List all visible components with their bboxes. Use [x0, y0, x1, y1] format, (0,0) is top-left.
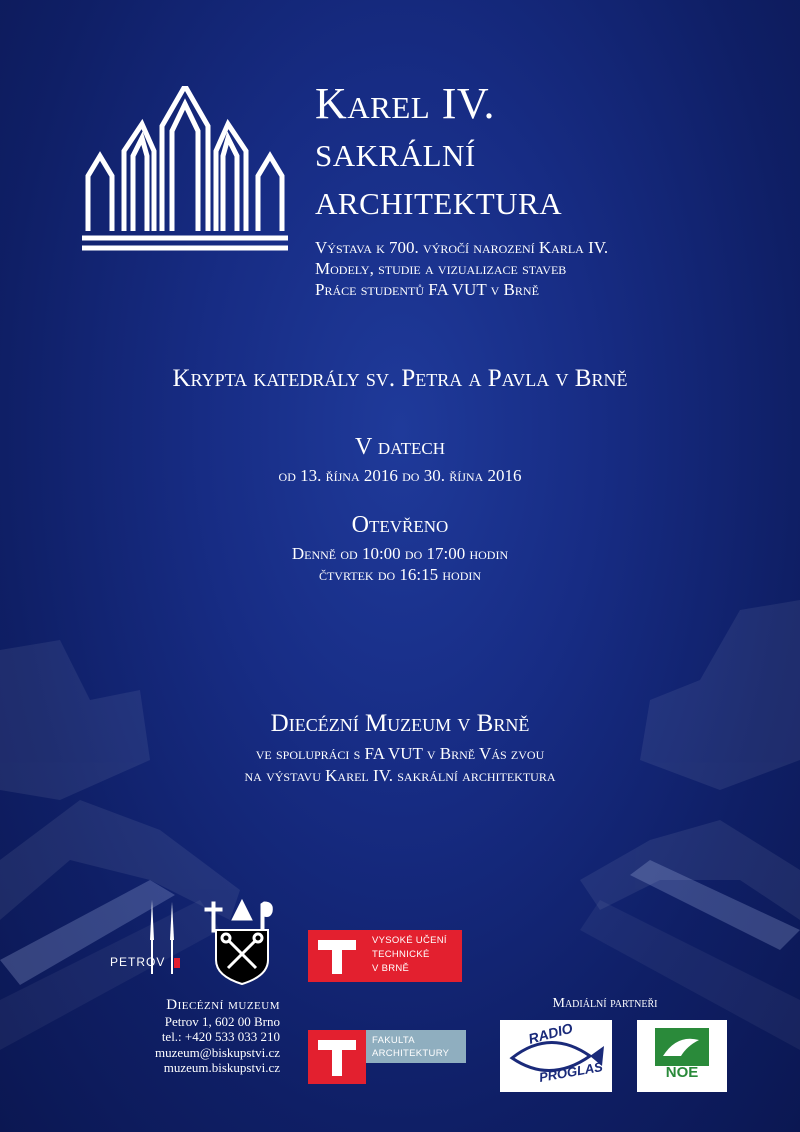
contact-website[interactable]: muzeum.biskupstvi.cz — [163, 1060, 280, 1075]
subtitle-line-3: Práce studentů FA VUT v Brně — [315, 280, 539, 299]
contact-name: Diecézní muzeum — [166, 997, 280, 1013]
noe-dove-icon — [637, 1020, 727, 1092]
bishop-coat-of-arms-icon — [202, 896, 282, 986]
subtitle-line-1: Výstava k 700. výročí narození Karla IV. — [315, 238, 609, 257]
noe-logo-text: NOE — [665, 1064, 699, 1081]
radio-logo-text: RADIO — [526, 1020, 575, 1047]
museum-contact-block — [80, 998, 280, 1076]
radio-proglas-logo — [500, 1020, 612, 1092]
contact-address: Petrov 1, 602 00 Brno — [164, 1013, 280, 1029]
fa-t-logo-icon — [308, 1030, 366, 1084]
invitation-line-2: na výstavu Karel IV. sakrální architektura — [244, 766, 556, 785]
venue-heading: Krypta katedrály sv. Petra a Pavla v Brně — [172, 365, 628, 392]
fa-text-line-1: FAKULTA — [372, 1035, 415, 1046]
contact-phone: tel.: +420 533 033 210 — [161, 1029, 280, 1044]
title-line-3: architektura — [315, 175, 563, 224]
vut-text-line-2: TECHNICKÉ — [372, 949, 430, 960]
noe-logo — [637, 1020, 727, 1092]
fa-t-mark-icon — [308, 1030, 366, 1084]
fa-text-line-2: ARCHITEKTURY — [372, 1048, 450, 1059]
vut-t-mark-icon — [308, 930, 366, 982]
opening-hours-thursday: čtvrtek do 16:15 hodin — [318, 565, 482, 584]
title-line-1: Karel IV. — [315, 79, 495, 128]
organizer-heading: Diecézní Muzeum v Brně — [270, 710, 530, 737]
vut-t-logo-icon — [308, 930, 366, 982]
opening-heading: Otevřeno — [351, 512, 449, 538]
dates-value: od 13. října 2016 do 30. října 2016 — [278, 466, 522, 485]
title-line-2: sakrální — [315, 127, 476, 176]
contact-email[interactable]: muzeum@biskupstvi.cz — [155, 1044, 280, 1060]
exhibition-subtitle — [315, 237, 785, 300]
invitation-line-1: ve spolupráci s FA VUT v Brně Vás zvou — [255, 744, 545, 763]
vut-text-line-1: VYSOKÉ UČENÍ — [372, 935, 447, 946]
exhibition-title — [315, 80, 775, 224]
fa-logo-text — [366, 1030, 466, 1063]
opening-hours-daily: Denně od 10:00 do 17:00 hodin — [291, 544, 509, 563]
proglas-logo-text: PROGLAS — [537, 1059, 604, 1085]
dates-heading: V datech — [355, 434, 445, 460]
vut-logo-text — [366, 930, 462, 982]
subtitle-line-2: Modely, studie a vizualizace staveb — [315, 259, 567, 278]
gothic-arches-icon — [80, 86, 290, 256]
media-partners-label: Madiální partneři — [552, 996, 658, 1011]
radio-proglas-fish-icon — [500, 1020, 612, 1092]
petrov-logo-text: PETROV — [110, 955, 166, 969]
vut-text-line-3: V BRNĚ — [372, 963, 410, 974]
